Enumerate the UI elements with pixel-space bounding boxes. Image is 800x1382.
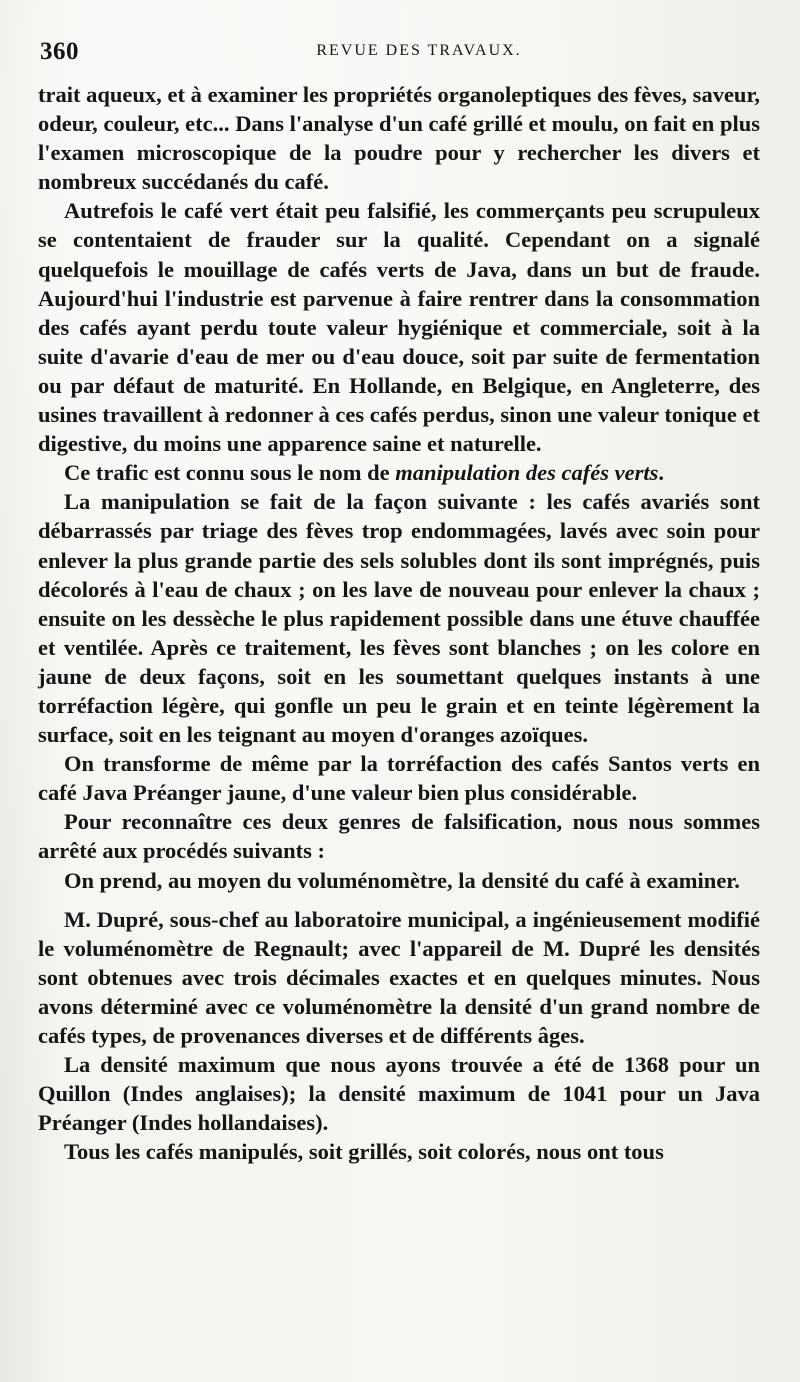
paragraph: Tous les cafés manipulés, soit grillés, soit colorés, nous ont tous: [64, 1139, 664, 1165]
paragraph-text: Ce trafic est connu sous le nom de: [64, 460, 396, 486]
paragraph: La densité maximum que nous ayons trouvée a été de 1368 pour un Quillon (Indes anglaises); la densité maximum de 1041 pour un Java Préanger (Indes hollandaises).: [38, 1052, 760, 1136]
paragraph-text: .: [658, 460, 664, 486]
page-header: [38, 38, 760, 80]
paragraph: [38, 458, 760, 487]
paragraph: Pour reconnaître ces deux genres de falsification, nous nous sommes arrêté aux procédés suivants :: [38, 809, 760, 864]
running-head: REVUE DES TRAVAUX.: [316, 42, 522, 59]
paragraph: trait aqueux, et à examiner les propriétés organoleptiques des fèves, saveur, odeur, couleur, etc... Dans l'analyse d'un café grillé et moulu, on fait en plus l'examen microscopique de la poudre pour y rechercher les divers et nombreux succédanés du café.: [38, 82, 760, 195]
paragraph: On transforme de même par la torréfaction des cafés Santos verts en café Java Préanger jaune, d'une valeur bien plus considérable.: [38, 751, 760, 806]
page-number: 360: [40, 38, 79, 65]
body-text: [38, 80, 760, 1166]
paragraph: M. Dupré, sous-chef au laboratoire municipal, a ingénieusement modifié le voluménomètre de Regnault; avec l'appareil de M. Dupré les densités sont obtenues avec trois décimales exactes et en quelques minutes. Nous avons déterminé avec ce voluménomètre la densité d'un grand nombre de cafés types, de provenances diverses et de différents âges.: [38, 906, 760, 1048]
paragraph: On prend, au moyen du voluménomètre, la densité du café à examiner.: [64, 867, 740, 893]
paragraph: La manipulation se fait de la façon suivante : les cafés avariés sont débarrassés par triage des fèves trop endommagées, lavés avec soin pour enlever la plus grande partie des sels solubles dont ils sont imprégnés, puis décolorés à l'eau de chaux ; on les lave de nouveau pour enlever la chaux ; ensuite on les dessèche le plus rapidement possible dans une étuve chauffée et ventilée. Après ce traitement, les fèves sont blanches ; on les colore en jaune de deux façons, soit en les soumettant quelques instants à une torréfaction légère, qui gonfle un peu le grain et en teinte légèrement la surface, soit en les teignant au moyen d'oranges azoïques.: [38, 489, 760, 748]
paragraph: Autrefois le café vert était peu falsifié, les commerçants peu scrupuleux se contentaient de frauder sur la qualité. Cependant on a signalé quelquefois le mouillage de cafés verts de Java, dans un but de fraude. Aujourd'hui l'industrie est parvenue à faire rentrer dans la consommation des cafés ayant perdu toute valeur hygiénique et commerciale, soit à la suite d'avarie d'eau de mer ou d'eau douce, soit par suite de fermentation ou par défaut de maturité. En Hollande, en Belgique, en Angleterre, des usines travaillent à redonner à ces cafés perdus, sinon une valeur tonique et digestive, du moins une apparence saine et naturelle.: [38, 198, 760, 457]
italic-term: manipulation des cafés verts: [395, 460, 659, 486]
